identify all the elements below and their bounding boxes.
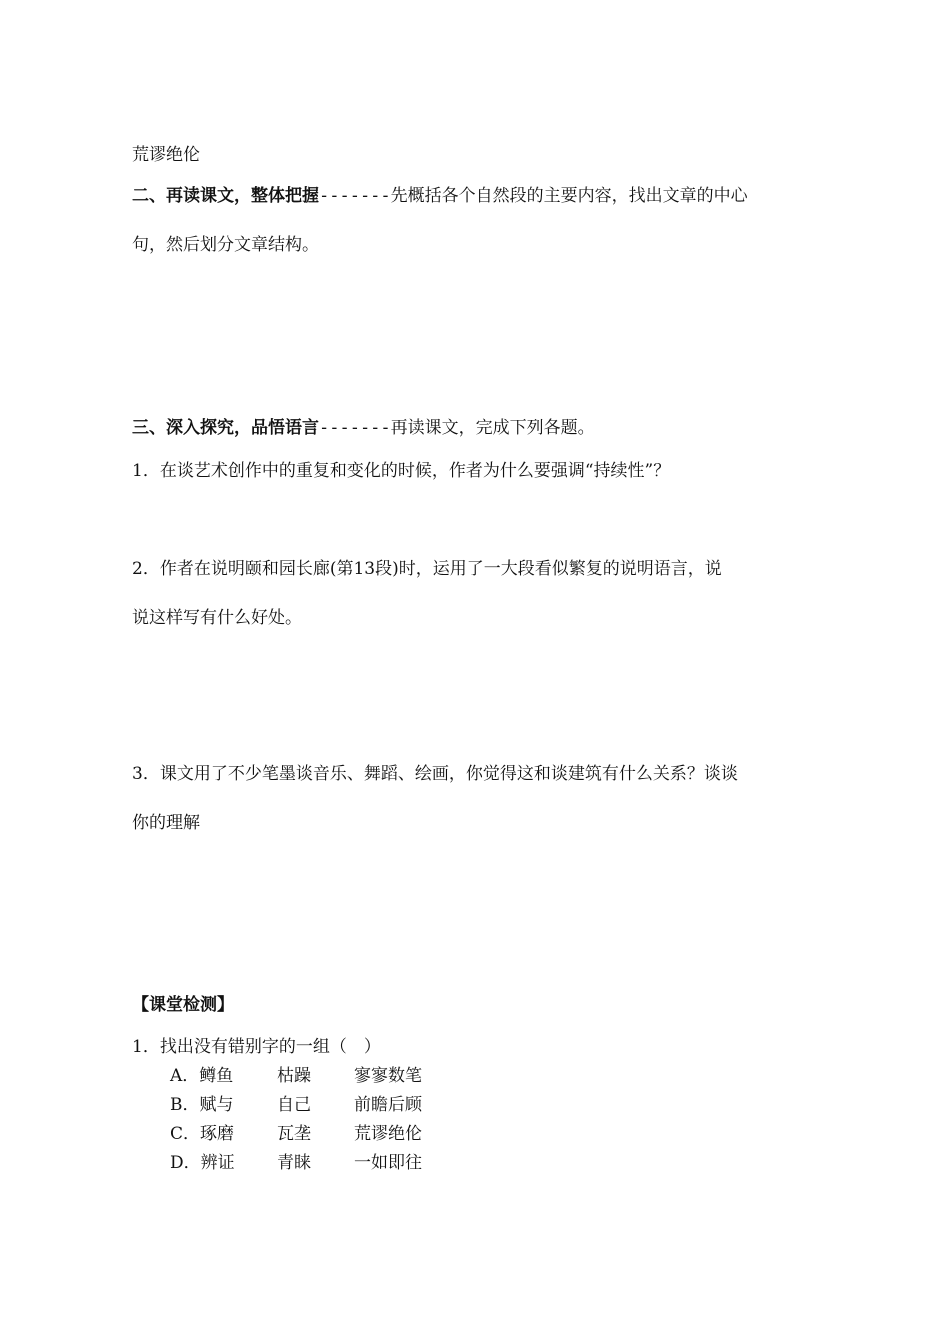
question-2-line2: 说这样写有什么好处。	[132, 608, 302, 628]
option-word: 瓦垄	[277, 1124, 311, 1144]
question-3-line2: 你的理解	[132, 813, 200, 833]
option-label: B．赋与	[170, 1095, 234, 1115]
option-word: 枯躁	[277, 1066, 311, 1086]
option-phrase: 荒谬绝伦	[354, 1124, 422, 1144]
question-2-line1: 2．作者在说明颐和园长廊(第13段)时，运用了一大段看似繁复的说明语言，说	[132, 559, 722, 579]
section2-heading: 二、再读课文，整体把握	[132, 186, 319, 206]
option-label: C．琢磨	[170, 1124, 235, 1144]
option-b	[170, 1093, 422, 1117]
check-question: 1．找出没有错别字的一组（ ）	[132, 1037, 381, 1057]
section2-text-line1: 先概括各个自然段的主要内容，找出文章的中心	[390, 186, 748, 206]
option-c	[170, 1122, 422, 1146]
option-phrase: 前瞻后顾	[354, 1095, 422, 1115]
section3-line	[132, 416, 595, 440]
option-word: 自己	[277, 1095, 311, 1115]
question-3-line1: 3．课文用了不少笔墨谈音乐、舞蹈、绘画，你觉得这和谈建筑有什么关系？谈谈	[132, 764, 738, 784]
section2-text-line2: 句，然后划分文章结构。	[132, 235, 319, 255]
check-heading: 【课堂检测】	[132, 995, 234, 1015]
option-d	[170, 1151, 422, 1175]
option-phrase: 一如即往	[354, 1153, 422, 1173]
option-word: 青睐	[277, 1153, 311, 1173]
section3-heading: 三、深入探究，品悟语言	[132, 418, 319, 438]
question-1: 1．在谈艺术创作中的重复和变化的时候，作者为什么要强调“持续性”？	[132, 461, 671, 481]
option-a	[170, 1064, 422, 1088]
option-phrase: 寥寥数笔	[354, 1066, 422, 1086]
section2-dashes: -------	[319, 186, 391, 206]
section2-line1	[132, 184, 748, 208]
option-label: D．辨证	[170, 1153, 235, 1173]
section3-text: 再读课文，完成下列各题。	[390, 418, 595, 438]
option-label: A．鳟鱼	[170, 1066, 234, 1086]
section3-dashes: -------	[319, 418, 391, 438]
line-top: 荒谬绝伦	[132, 145, 200, 165]
